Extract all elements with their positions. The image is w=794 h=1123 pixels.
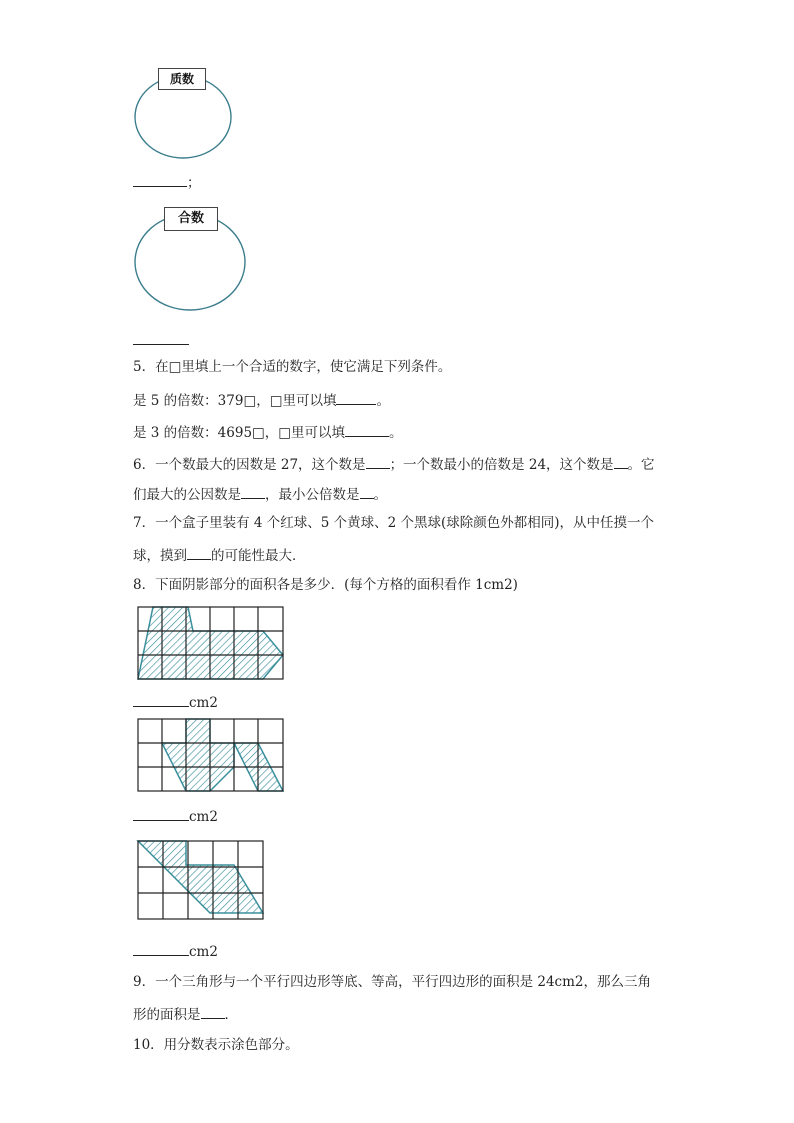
- q9-line2-a: 形的面积是: [133, 1007, 201, 1023]
- q6-blank2[interactable]: [614, 454, 628, 469]
- composite-label-box: 合数: [164, 207, 218, 231]
- q7-line2-a: 球，摸到: [133, 548, 187, 564]
- q6-line2-c: 。: [373, 487, 387, 503]
- q8-answer-1: [133, 692, 218, 712]
- composite-answer-line: [133, 330, 189, 350]
- q8-answer-3: [133, 941, 218, 961]
- q6-line2-a: 们最大的公因数是: [133, 487, 241, 503]
- prime-answer-blank[interactable]: [133, 172, 187, 187]
- prime-answer-suffix: ；: [187, 175, 201, 191]
- q6-blank1[interactable]: [366, 454, 390, 469]
- prime-answer-line: [133, 172, 201, 192]
- q5-title: 5．在□里填上一个合适的数字，使它满足下列条件。: [133, 359, 452, 375]
- q6-line1-a: 6．一个数最大的因数是 27，这个数是: [133, 457, 366, 473]
- q5-line2-prefix: 是 3 的倍数：4695□，□里可以填: [133, 425, 346, 441]
- q9-line1: 9．一个三角形与一个平行四边形等底、等高，平行四边形的面积是 24cm2，那么三角: [133, 974, 652, 990]
- q6-blank4[interactable]: [360, 484, 374, 499]
- q9-line2: [133, 1004, 238, 1024]
- q5-line1: [133, 390, 390, 410]
- q8-blank-3[interactable]: [133, 941, 189, 956]
- prime-label-box: 质数: [158, 68, 206, 90]
- q5-line2: [133, 422, 403, 442]
- q6-line1: [133, 454, 655, 474]
- q6-line1-c: 。它: [627, 457, 655, 473]
- q8-blank-1[interactable]: [133, 692, 189, 707]
- q6-line2-b: ，最小公倍数是: [265, 487, 360, 503]
- q9-blank[interactable]: [201, 1004, 225, 1019]
- q5-line1-suffix: 。: [376, 393, 390, 409]
- q5-blank1[interactable]: [336, 390, 376, 405]
- q8-figure-2: [133, 712, 293, 802]
- q7-blank[interactable]: [187, 545, 211, 560]
- q6-line2: [133, 484, 387, 504]
- q8-figure-2-shape: [162, 719, 283, 791]
- q5-line2-suffix: 。: [389, 425, 403, 441]
- q8-figure-3-shape: [138, 841, 263, 913]
- q7-line1: 7．一个盒子里装有 4 个红球、5 个黄球、2 个黑球(球除颜色外都相同)，从中任摸一个: [133, 515, 655, 531]
- composite-answer-blank[interactable]: [133, 330, 189, 345]
- q7-line2: [133, 545, 306, 565]
- q5-line1-prefix: 是 5 的倍数：379□，□里可以填: [133, 393, 337, 409]
- q8-figure-1: [133, 600, 293, 690]
- q10-title: 10．用分数表示涂色部分。: [133, 1037, 299, 1053]
- q8-unit-2: cm2: [189, 809, 218, 825]
- q6-line1-b: ；一个数最小的倍数是 24，这个数是: [389, 457, 614, 473]
- q8-unit-3: cm2: [189, 944, 218, 960]
- q8-title: 8．下面阴影部分的面积各是多少．(每个方格的面积看作 1cm2): [133, 577, 518, 593]
- q9-line2-b: ．: [224, 1007, 238, 1023]
- q6-blank3[interactable]: [241, 484, 265, 499]
- q8-unit-1: cm2: [189, 695, 218, 711]
- q7-line2-b: 的可能性最大．: [211, 548, 306, 564]
- q8-figure-3: [133, 834, 293, 924]
- q8-blank-2[interactable]: [133, 806, 189, 821]
- q8-answer-2: [133, 806, 218, 826]
- q5-blank2[interactable]: [345, 422, 389, 437]
